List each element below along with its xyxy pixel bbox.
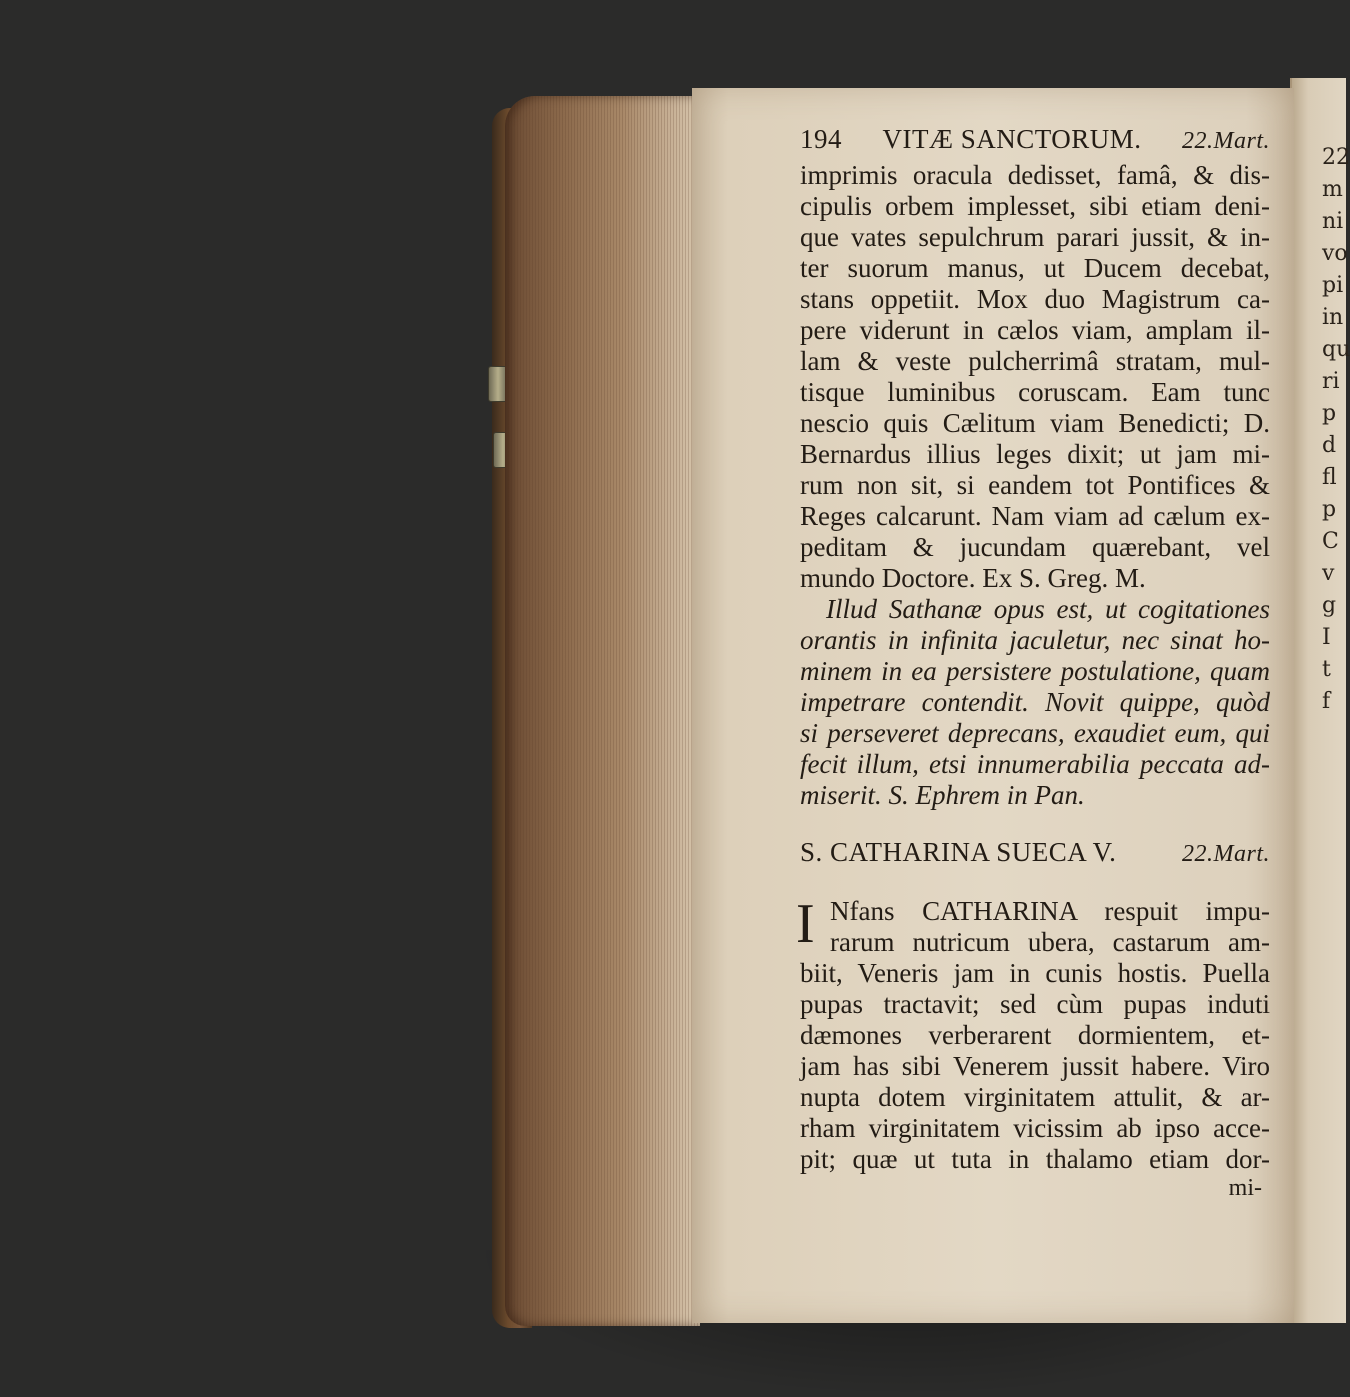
text-line: ter suorum manus, ut Ducem decebat, [800,253,1270,283]
quote-line: si perseveret deprecans, exaudiet eum, qui [800,718,1270,748]
quote-line: minem in ea persistere postulatione, quam [800,656,1270,686]
text-line: jam has sibi Venerem jussit habere. Viro [800,1051,1270,1081]
paragraph-continued [800,160,1270,594]
quote-line: Illud Sathanæ opus est, ut cogitationes [826,594,1270,624]
text-line: stans oppetiit. Mox duo Magistrum ca- [800,284,1270,314]
text-line: peditam & jucundam quærebant, vel [800,532,1270,562]
running-head-title: VITÆ SANCTORUM. [882,124,1142,154]
text-line: lam & veste pulcherrimâ stratam, mul- [800,346,1270,376]
text-line: imprimis oracula dedisset, famâ, & dis- [800,160,1270,190]
text-line: rum non sit, si eandem tot Pontifices & [800,470,1270,500]
section-date: 22.Mart. [1182,841,1270,867]
running-header [800,124,1270,160]
quote-line: miserit. S. Ephrem in Pan. [800,780,1085,810]
page-edges [505,96,700,1326]
quote-line: fecit illum, etsi innumerabilia peccata ad- [800,749,1270,779]
quote-line: impetrare contendit. Novit quippe, quòd [800,687,1270,717]
text-line: biit, Veneris jam in cunis hostis. Puella [800,958,1270,988]
catchword: mi- [1228,1175,1262,1201]
text-line: cipulis orbem implesset, sibi etiam deni- [800,191,1270,221]
section-title: S. CATHARINA SUECA V. [800,837,1117,867]
page-text-block [796,124,1270,1206]
page-number: 194 [800,124,842,154]
text-line: Bernardus illius leges dixit; ut jam mi- [800,439,1270,469]
text-line: pere viderunt in cælos viam, amplam il- [800,315,1270,345]
text-line: tisque luminibus coruscam. Eam tunc [800,377,1270,407]
paragraph-saint [796,893,1270,1206]
text-line: Reges calcarunt. Nam viam ad cælum ex- [800,501,1270,531]
text-line: Nfans CATHARINA respuit impu- [830,896,1270,926]
text-line: rham virginitatem vicissim ab ipso acce- [800,1113,1270,1143]
text-line: que vates sepulchrum parari jussit, & in- [800,222,1270,252]
text-line: dæmones verberarent dormientem, et- [800,1020,1270,1050]
text-line: pit; quæ ut tuta in thalamo etiam dor- [800,1144,1270,1174]
text-line: pupas tractavit; sed cùm pupas induti [800,989,1270,1019]
drop-capital: I [796,893,815,955]
quotation [800,594,1270,811]
text-line: rarum nutricum ubera, castarum am- [830,927,1270,957]
section-heading [800,837,1270,868]
quote-line: orantis in infinita jaculetur, nec sinat ho- [800,625,1270,655]
text-line: mundo Doctore. Ex S. Greg. M. [800,563,1146,593]
running-head-date: 22.Mart. [1182,128,1270,154]
facing-page-text: 22 m ni vo pi in qu ri p d fl p C v g I t f [1322,145,1350,714]
text-line: nupta dotem virginitatem attulit, & ar- [800,1082,1270,1112]
text-line: nescio quis Cælitum viam Benedicti; D. [800,408,1270,438]
